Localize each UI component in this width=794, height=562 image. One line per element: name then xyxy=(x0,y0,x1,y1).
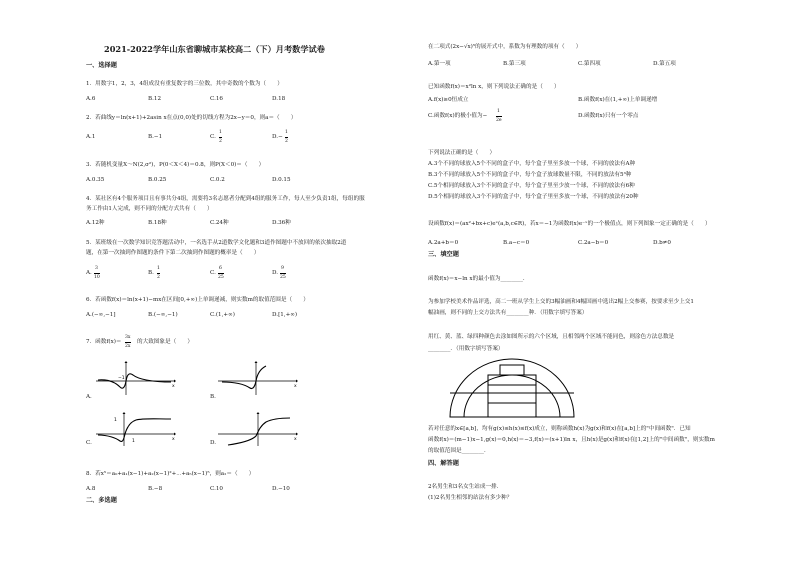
question-6-stem: 6．若函数f(x)＝ln(x+1)−mx在区间[0,+∞)上单调递减，则实数m的取值范围是（ ） xyxy=(86,297,309,303)
question-5-option-c: C. xyxy=(210,270,216,276)
question-8-option-a: A.8 xyxy=(86,486,96,492)
section-heading-answer: 四、解答题 xyxy=(428,460,459,467)
question-8-option-c: C.10 xyxy=(210,486,223,492)
question-13-stem: 函数f(x)＝x−ln x的最小值为________． xyxy=(428,276,529,282)
question-7-option-a: A. xyxy=(86,394,92,400)
question-11-option-a: A.3个不同的球放入5个不同的盒子中，每个盒子里至多放一个球，不同的放法有A种 xyxy=(428,161,636,167)
fraction-numerator: 9 xyxy=(281,266,284,271)
question-4-option-c: C.24种 xyxy=(210,220,229,226)
question-3-option-c: C.0.2 xyxy=(210,177,225,183)
section-heading-multiple-choice: 二、多选题 xyxy=(86,497,117,504)
question-1-option-d: D.18 xyxy=(272,96,286,102)
question-17-part-1: (1)2名男生相邻的站法有多少种？ xyxy=(428,495,513,501)
question-9-stem: 在二项式(2x−√x)⁵的展开式中，系数为有理数的项有（ ） xyxy=(428,44,582,50)
question-3-option-a: A.0.35 xyxy=(86,177,105,183)
question-9-option-c: C.第四项 xyxy=(578,61,601,67)
graph-label-half: 1 xyxy=(132,439,135,444)
section-heading-choice: 一、选择题 xyxy=(86,62,117,69)
question-8-option-d: D.−10 xyxy=(272,486,290,492)
graph-label-x: x xyxy=(294,384,297,389)
question-11-option-b: B.3个不同的球放入5个不同的盒子中，每个盒子放球数量不限，不同的放法有5³种 xyxy=(428,172,632,178)
question-6-option-b: B.(−∞,−1) xyxy=(148,312,178,318)
fraction-denominator: 2 xyxy=(219,139,222,144)
fraction-numerator: 1 xyxy=(157,266,160,271)
graph-label-neg-one: −1 xyxy=(118,376,125,381)
question-10-option-a: A.f(x)≥0恒成立 xyxy=(428,97,469,103)
fraction-denominator: 2 xyxy=(157,275,160,280)
question-5-option-d: D. xyxy=(272,270,279,276)
fraction-numerator: 3x xyxy=(125,335,131,340)
question-7-stem-start: 7．函数f(x)＝ xyxy=(86,339,122,345)
question-17-stem-line-1: 2名男生和3名女生站成一排． xyxy=(428,484,503,490)
fraction-numerator: 3 xyxy=(95,266,98,271)
question-7-option-c: C. xyxy=(86,440,92,446)
question-8-stem: 8．若x⁵＝a₀+a₁(x−1)+a₂(x−1)²+⋯+a₅(x−1)⁵，则a₂＝（ ） xyxy=(86,471,255,477)
question-12-stem: 设函数f(x)＝(ax²+bx+c)eˣ(a,b,c∈R)，若x＝−1为函数f(x)e⁻ˣ的一个极值点，则下列图象一定正确的是（ ） xyxy=(428,221,711,227)
question-2-option-d: D.− xyxy=(272,134,283,140)
question-11-option-c: C.5个相同的球放入3个不同的盒子中，每个盒子里至少放一个球，不同的放法有6种 xyxy=(428,183,635,189)
question-1-stem: 1．用数字1，2，3，4组成没有重复数字的三位数，其中奇数的个数为（ ） xyxy=(86,81,283,87)
question-11-stem: 下列说法正确的是（ ） xyxy=(428,150,496,156)
question-8-option-b: B.−8 xyxy=(148,486,163,492)
six-region-figure xyxy=(448,357,576,419)
fraction-denominator: 10 xyxy=(94,275,100,280)
question-5-option-a: A. xyxy=(86,270,92,276)
question-10-option-c: C.函数f(x)的极小值为− xyxy=(428,113,488,119)
question-4-option-a: A.12种 xyxy=(86,220,105,226)
question-2-option-b: B.−1 xyxy=(148,134,163,140)
question-10-option-b: B.函数f(x)在(1,+∞)上单调递增 xyxy=(578,97,658,103)
question-2-option-c: C. xyxy=(210,134,216,140)
question-15-stem-line-2: ________．（用数字填写答案） xyxy=(428,346,504,352)
question-7-graph-b xyxy=(218,361,298,397)
question-12-option-a: A.2a+b＝0 xyxy=(428,240,459,246)
question-7-option-d: D. xyxy=(210,440,217,446)
section-heading-fill-blank: 三、填空题 xyxy=(428,251,459,258)
graph-label-x: x xyxy=(172,437,175,442)
fraction-denominator: 2 xyxy=(285,139,288,144)
question-12-option-b: B.a−c＝0 xyxy=(503,240,530,246)
question-1-option-b: B.12 xyxy=(148,96,162,102)
question-12-option-c: C.2a−b＝0 xyxy=(578,240,609,246)
question-2-option-a: A.1 xyxy=(86,134,96,140)
question-5-option-b: B. xyxy=(148,270,154,276)
fraction-denominator: 25 xyxy=(280,275,286,280)
question-16-stem-line-3: 的取值范围是________． xyxy=(428,448,490,454)
question-5-stem-line-1: 5．某班级在一次数学知识竞答题活动中，一名选手从2道数学文化题和3道作图题中不放回的依次抽取2道 xyxy=(86,240,347,246)
question-10-option-d: D.函数f(x)只有一个零点 xyxy=(578,113,639,119)
graph-label-x: x xyxy=(294,437,297,442)
question-3-option-b: B.0.25 xyxy=(148,177,167,183)
question-4-option-b: B.18种 xyxy=(148,220,167,226)
question-11-option-d: D.5个相同的球放入3个不同的盒子中，每个盒子里至多放一个球，不同的放法有20种 xyxy=(428,194,639,200)
question-6-option-d: D.[1,+∞) xyxy=(272,312,298,318)
fraction-numerator: 1 xyxy=(219,130,222,135)
fraction-numerator: 1 xyxy=(285,130,288,135)
question-6-option-c: C.(1,+∞) xyxy=(210,312,235,318)
fraction-denominator: 25 xyxy=(218,275,224,280)
question-3-option-d: D.0.15 xyxy=(272,177,291,183)
question-5-stem-line-2: 题，在第一次抽到作图题的条件下第二次抽到作图题的概率是（ ） xyxy=(86,250,260,256)
question-2-stem: 2．若曲线y＝ln(x+1)+2asin x在点(0,0)处的切线方程为2x−y＝0，则a＝（ ） xyxy=(86,115,297,121)
question-16-stem-line-1: 若对任意的x∈[a,b]，均有g(x)≤h(x)≤f(x)成立，则称函数h(x)为g(x)和f(x)在[a,b]上的"中间函数"．已知 xyxy=(428,426,691,432)
fraction-denominator: 2x xyxy=(125,344,131,349)
question-6-option-a: A.(−∞,−1] xyxy=(86,312,116,318)
question-1-option-a: A.6 xyxy=(86,96,96,102)
question-7-graph-d xyxy=(218,412,298,448)
question-7-graph-a xyxy=(96,361,176,397)
question-14-stem-line-1: 为参加学校美术作品评选，高二一班从学生上交的3幅油画和4幅国画中选出2幅上交参赛，按要求至少上交1 xyxy=(428,299,694,305)
question-1-option-c: C.16 xyxy=(210,96,223,102)
question-9-option-a: A.第一项 xyxy=(428,61,451,67)
fraction-numerator: 1 xyxy=(497,109,500,114)
question-14-stem-line-2: 幅油画，则不同的上交方法共有________种．（用数字填写答案） xyxy=(428,310,588,316)
question-7-option-b: B. xyxy=(210,394,216,400)
graph-label-x: x xyxy=(172,384,175,389)
graph-label-one: 1 xyxy=(114,418,117,423)
question-12-option-d: D.b≠0 xyxy=(653,240,671,246)
question-16-stem-line-2: 函数f(x)＝(m−1)x−1,g(x)＝0,h(x)＝−3,f(x)＝(x+1)ln x，且h(x)是g(x)和f(x)在[1,2]上的"中间函数"，则实数m xyxy=(428,437,715,443)
question-7-graph-c xyxy=(96,412,176,448)
page-title: 2021-2022学年山东省聊城市某校高二（下）月考数学试卷 xyxy=(104,44,325,54)
question-9-option-d: D.第五项 xyxy=(653,61,676,67)
question-4-option-d: D.36种 xyxy=(272,220,291,226)
question-4-stem-line-2: 务工作由1人完成，则不同的分配方式共有（ ） xyxy=(86,206,213,212)
question-3-stem: 3．若随机变量X～N(2,σ²)，P(0＜X＜4)＝0.8，则P(X＜0)＝（ ） xyxy=(86,162,265,168)
question-10-stem: 已知函数f(x)＝x²ln x，则下列说法正确的是（ ） xyxy=(428,84,560,90)
question-15-stem-line-1: 用红、黄、蓝、绿四种颜色去涂如图所示的六个区域，且相邻两个区域不能同色，则涂色方法总数是 xyxy=(428,334,675,340)
question-9-option-b: B.第三项 xyxy=(503,61,526,67)
question-4-stem-line-1: 4．某社区有4个服务项目且有事共分4组，需要将3名志愿者分配到4组的服务工作，每人至少负责1组，每组的服 xyxy=(86,196,365,202)
question-7-stem-tail: 的大致图象是（ ） xyxy=(137,339,193,345)
fraction-numerator: 6 xyxy=(219,266,222,271)
fraction-denominator: 2e xyxy=(496,118,502,123)
